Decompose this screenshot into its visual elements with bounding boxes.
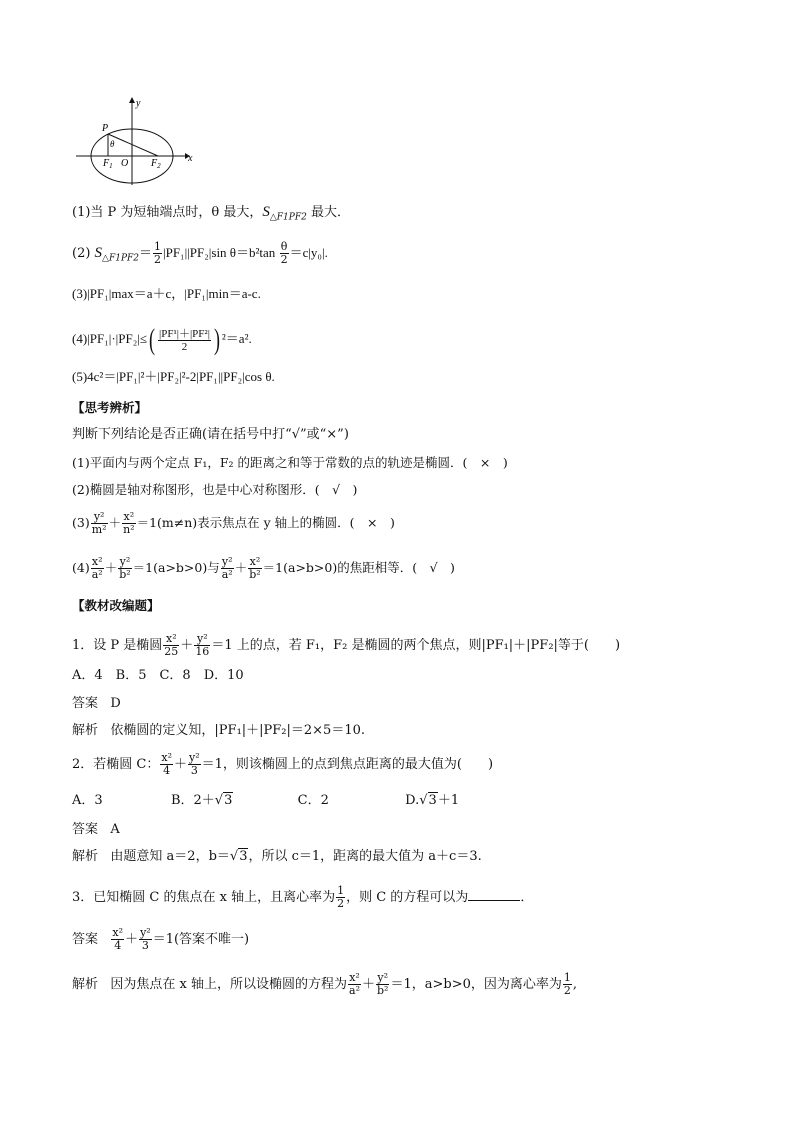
exercise-1-explanation: 解析 依椭圆的定义知，|PF₁|＋|PF₂|＝2×5＝10. <box>72 722 366 738</box>
section-heading-textbook: 【教材改编题】 <box>72 599 160 613</box>
segment-pf2 <box>108 134 158 156</box>
judgment-4: (4) $\frac{\text{x²}}{\text{a²}}$ ＋ $\frac{\text{y²}}{\text{b²}}$ ＝1(a>b>0)与 $\frac{\text{y²}}{\text{a²}}$ ＋ $\frac{\text{x²}}{\text{b²}}$ ＝1(a>b>0)的焦距相等．( √ ) <box>72 555 455 581</box>
exercise-1-question: 1．设 P 是椭圆 $\frac{\text{x²}}{25}$ ＋ $\frac{\text{y²}}{16}$ ＝1 上的点，若 F₁，F₂ 是椭圆的两个焦点，则|PF₁|＋|PF₂|等于( ) <box>72 632 621 658</box>
ellipse-figure <box>72 95 212 187</box>
exercise-1-options: A．4 B．5 C．8 D．10 <box>72 668 244 683</box>
exercise-3-explanation: 解析 因为焦点在 x 轴上，所以设椭圆的方程为 $\frac{\text{x²}}{\text{a²}}$ ＋ $\frac{\text{y²}}{\text{b²}}$ ＝1，a>b>0，因为离心率为 $\frac{1}{2}$ , <box>72 971 578 997</box>
property-3: (3)|PF₁|max＝a＋c，|PF₁|min＝a-c. <box>72 286 261 301</box>
exercise-3-answer: 答案 $\frac{\text{x²}}{4}$ ＋ $\frac{\text{y²}}{3}$ ＝1(答案不唯一) <box>72 926 250 952</box>
exercise-3-question: 3．已知椭圆 C 的焦点在 x 轴上，且离心率为 $\frac{1}{2}$ ，则 C 的方程可以为 ． <box>72 884 534 910</box>
property-4: (4)|PF₁|·|PF₂|≤( $\frac{\text{|PF¹|＋|PF²|}}{2}$ ) ²＝a². <box>72 323 252 356</box>
answer-blank[interactable] <box>468 888 520 901</box>
property-2: (2) $S_{\triangle F1PF2}=$ $\frac{1}{2}$ |PF₁||PF₂|sin θ＝b²tan $\frac{\theta}{2}$ ＝c|y₀|. <box>72 240 328 266</box>
section1-intro: 判断下列结论是否正确(请在括号中打“√”或“×”) <box>72 427 349 442</box>
exercise-2-options: A．3 B．2＋√3 C．2 D.√3＋1 <box>72 793 460 808</box>
label-y: y <box>136 98 141 109</box>
exercise-1-answer: 答案 D <box>72 695 121 711</box>
judgment-1: (1)平面内与两个定点 F₁，F₂ 的距离之和等于常数的点的轨迹是椭圆．( × ) <box>72 455 508 470</box>
label-theta: θ <box>110 139 115 149</box>
label-f2: $F_2$ <box>151 158 161 170</box>
label-p: P <box>102 123 109 134</box>
exercise-2-question: 2．若椭圆 C： $\frac{\text{x²}}{4}$ ＋ $\frac{\text{y²}}{3}$ ＝1，则该椭圆上的点到焦点距离的最大值为( ) <box>72 751 494 777</box>
label-o: O <box>121 158 129 169</box>
section-heading-thinking: 【思考辨析】 <box>72 401 148 415</box>
label-x: x <box>188 153 193 164</box>
exercise-2-explanation: 解析 由题意知 a＝2，b＝√3，所以 c＝1，距离的最大值为 a＋c＝3. <box>72 848 482 864</box>
judgment-3: (3) $\frac{\text{y²}}{\text{m²}}$ ＋ $\frac{\text{x²}}{\text{n²}}$ ＝1(m≠n)表示焦点在 y 轴上的椭圆．( × ) <box>72 510 395 536</box>
label-f1: $F_1$ <box>103 158 113 170</box>
property-5: (5)4c²＝|PF₁|²＋|PF₂|²-2|PF₁||PF₂|cos θ. <box>72 369 275 384</box>
judgment-2: (2)椭圆是轴对称图形，也是中心对称图形．( √ ) <box>72 482 358 497</box>
property-1: (1)当 P 为短轴端点时，θ 最大，$S_{\triangle F1PF2}$ 最大． <box>72 204 350 223</box>
exercise-2-answer: 答案 A <box>72 821 120 837</box>
y-axis-arrow <box>129 97 135 103</box>
